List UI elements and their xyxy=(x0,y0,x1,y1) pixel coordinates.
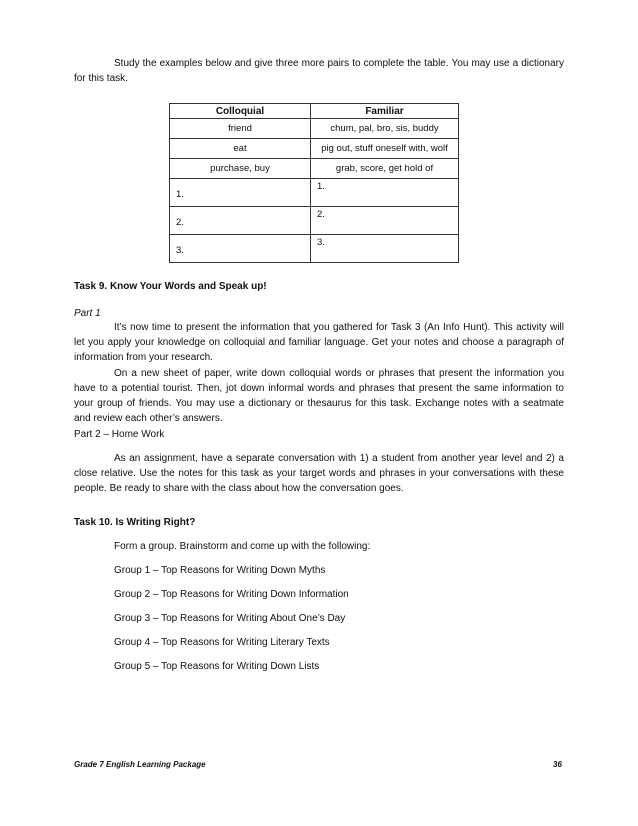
group-item: Group 5 – Top Reasons for Writing Down Lists xyxy=(114,661,320,672)
familiar-cell: grab, score, get hold of xyxy=(311,159,459,179)
familiar-cell: pig out, stuff oneself with, wolf xyxy=(311,139,459,159)
table-row xyxy=(170,119,459,139)
colloquial-cell: purchase, buy xyxy=(170,159,311,179)
group-item: Group 4 – Top Reasons for Writing Literary Texts xyxy=(114,637,330,648)
table-header-row xyxy=(170,104,459,119)
blank-colloquial-cell: 1. xyxy=(170,179,311,207)
header-colloquial: Colloquial xyxy=(170,104,311,119)
task9-title: Task 9. Know Your Words and Speak up! xyxy=(74,281,267,292)
page-number: 36 xyxy=(553,760,562,769)
blank-row xyxy=(170,235,459,263)
footer-title: Grade 7 English Learning Package xyxy=(74,760,206,769)
colloquial-cell: friend xyxy=(170,119,311,139)
part1-label: Part 1 xyxy=(74,308,101,319)
part1-paragraph-2: On a new sheet of paper, write down colloquial words or phrases that present the information you have to a potential tourist. Then, jot down informal words and phrases that present the same information to your group of friends. You may use a dictionary or thesaurus for this task. Exchange notes with a seatmate and review each other’s answers. xyxy=(74,368,564,424)
group-item: Group 3 – Top Reasons for Writing About One’s Day xyxy=(114,613,346,624)
blank-row xyxy=(170,179,459,207)
group-item: Group 2 – Top Reasons for Writing Down Information xyxy=(114,589,349,600)
blank-familiar-cell: 1. xyxy=(311,179,459,207)
blank-colloquial-cell: 3. xyxy=(170,235,311,263)
intro-paragraph: Study the examples below and give three more pairs to complete the table. You may use a dictionary for this task. xyxy=(74,58,564,84)
table-row xyxy=(170,159,459,179)
group-item: Group 1 – Top Reasons for Writing Down Myths xyxy=(114,565,326,576)
blank-familiar-cell: 2. xyxy=(311,207,459,235)
vocabulary-table xyxy=(169,103,459,263)
blank-familiar-cell: 3. xyxy=(311,235,459,263)
part2-paragraph: As an assignment, have a separate conversation with 1) a student from another year level and 2) a close relative. Use the notes for this task as your target words and phrases in your conversations with these people. Be ready to share with the class about how the conversation goes. xyxy=(74,453,564,494)
task10-instruction: Form a group. Brainstorm and come up with the following: xyxy=(114,541,371,552)
blank-colloquial-cell: 2. xyxy=(170,207,311,235)
familiar-cell: chum, pal, bro, sis, buddy xyxy=(311,119,459,139)
table-row xyxy=(170,139,459,159)
blank-row xyxy=(170,207,459,235)
colloquial-cell: eat xyxy=(170,139,311,159)
header-familiar: Familiar xyxy=(311,104,459,119)
task10-title: Task 10. Is Writing Right? xyxy=(74,517,196,528)
part1-paragraph-1: It’s now time to present the information that you gathered for Task 3 (An Info Hunt). This activity will let you apply your knowledge on colloquial and familiar language. Get your notes and choose a paragraph of information from your research. xyxy=(74,322,564,363)
part2-label: Part 2 – Home Work xyxy=(74,429,165,440)
